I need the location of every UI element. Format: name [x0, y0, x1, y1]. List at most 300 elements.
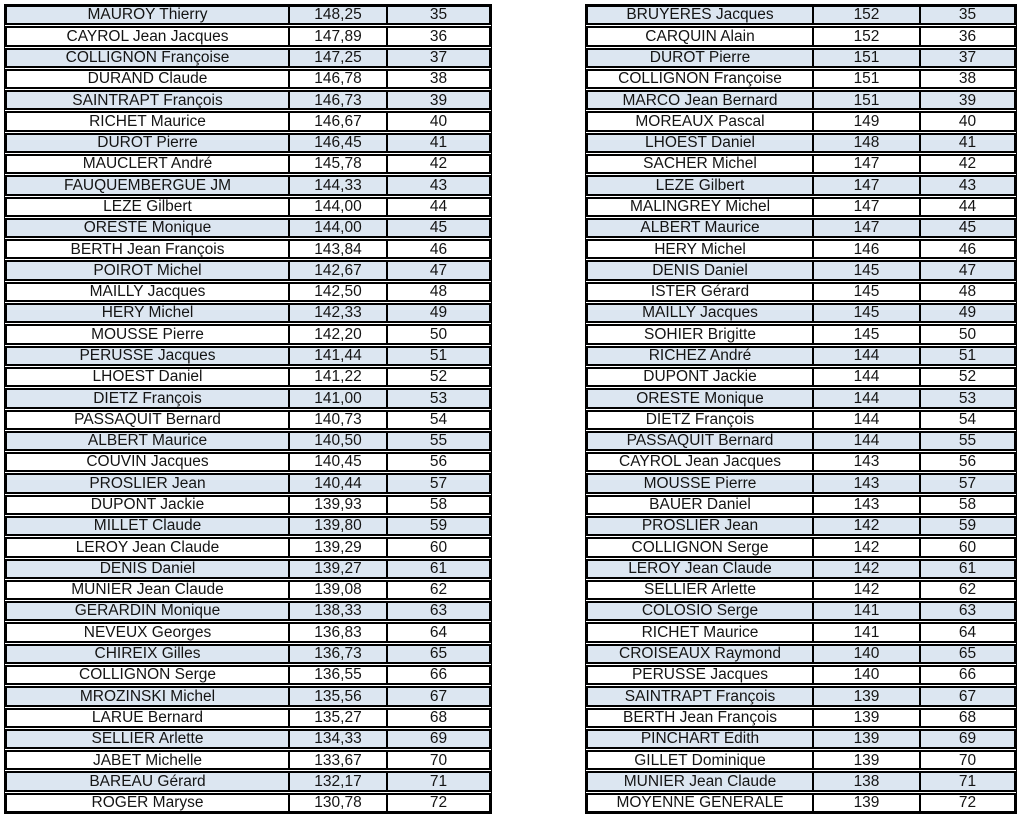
score-cell: 142,20 — [290, 326, 388, 342]
rank-cell: 35 — [921, 7, 1016, 23]
player-name-cell: MUNIER Jean Claude — [5, 582, 290, 598]
table-row — [586, 388, 1016, 408]
score-cell: 140 — [814, 667, 921, 683]
rank-cell: 48 — [388, 284, 491, 300]
table-row — [5, 516, 491, 536]
score-cell: 130,78 — [290, 795, 388, 811]
table-row — [586, 26, 1016, 46]
score-cell: 136,55 — [290, 667, 388, 683]
table-row — [586, 90, 1016, 110]
score-cell: 139,80 — [290, 518, 388, 534]
score-cell: 141 — [814, 603, 921, 619]
table-row — [5, 90, 491, 110]
score-cell: 139,27 — [290, 561, 388, 577]
score-cell: 142 — [814, 539, 921, 555]
table-row — [5, 410, 491, 430]
score-cell: 142 — [814, 518, 921, 534]
table-row — [5, 111, 491, 131]
score-cell: 132,17 — [290, 773, 388, 789]
table-row — [586, 622, 1016, 642]
score-cell: 142 — [814, 561, 921, 577]
table-row — [586, 708, 1016, 728]
score-cell: 136,73 — [290, 646, 388, 662]
player-name-cell: SELLIER Arlette — [5, 731, 290, 747]
score-cell: 140,50 — [290, 433, 388, 449]
table-row — [586, 282, 1016, 302]
score-cell: 152 — [814, 7, 921, 23]
table-row — [586, 665, 1016, 685]
rank-cell: 65 — [388, 646, 491, 662]
table-row — [586, 367, 1016, 387]
table-row — [586, 5, 1016, 25]
score-cell: 139,93 — [290, 497, 388, 513]
table-row — [5, 686, 491, 706]
table-row — [5, 260, 491, 280]
score-cell: 136,83 — [290, 624, 388, 640]
score-cell: 143 — [814, 454, 921, 470]
player-name-cell: LARUE Bernard — [5, 710, 290, 726]
score-cell: 145,78 — [290, 156, 388, 172]
score-cell: 143 — [814, 497, 921, 513]
player-name-cell: COLOSIO Serge — [586, 603, 814, 619]
score-cell: 134,33 — [290, 731, 388, 747]
table-row — [586, 48, 1016, 68]
score-cell: 152 — [814, 28, 921, 44]
table-row — [5, 750, 491, 770]
score-cell: 151 — [814, 92, 921, 108]
table-row — [5, 367, 491, 387]
rank-cell: 50 — [921, 326, 1016, 342]
table-row — [5, 239, 491, 259]
player-name-cell: DUPONT Jackie — [586, 369, 814, 385]
rank-cell: 70 — [388, 752, 491, 768]
table-row — [586, 239, 1016, 259]
rank-cell: 40 — [388, 113, 491, 129]
player-name-cell: COLLIGNON Serge — [5, 667, 290, 683]
table-row — [5, 388, 491, 408]
table-row — [586, 516, 1016, 536]
table-row — [5, 282, 491, 302]
score-cell: 142,33 — [290, 305, 388, 321]
rank-cell: 43 — [388, 177, 491, 193]
rank-cell: 45 — [921, 220, 1016, 236]
table-row — [586, 218, 1016, 238]
table-row — [5, 431, 491, 451]
table-row — [586, 537, 1016, 557]
player-name-cell: MROZINSKI Michel — [5, 688, 290, 704]
rank-cell: 57 — [921, 475, 1016, 491]
score-cell: 139 — [814, 795, 921, 811]
table-row — [5, 665, 491, 685]
rank-cell: 38 — [388, 71, 491, 87]
player-name-cell: LHOEST Daniel — [5, 369, 290, 385]
rank-cell: 63 — [388, 603, 491, 619]
rank-cell: 59 — [388, 518, 491, 534]
score-cell: 138,33 — [290, 603, 388, 619]
table-row — [5, 133, 491, 153]
player-name-cell: HERY Michel — [586, 241, 814, 257]
score-cell: 144 — [814, 433, 921, 449]
player-name-cell: NEVEUX Georges — [5, 624, 290, 640]
score-cell: 139,29 — [290, 539, 388, 555]
rank-cell: 44 — [921, 199, 1016, 215]
table-row — [586, 69, 1016, 89]
score-cell: 140,44 — [290, 475, 388, 491]
player-name-cell: DUROT Pierre — [586, 50, 814, 66]
player-name-cell: GILLET Dominique — [586, 752, 814, 768]
rank-cell: 65 — [921, 646, 1016, 662]
score-cell: 145 — [814, 326, 921, 342]
table-row — [5, 537, 491, 557]
player-name-cell: PERUSSE Jacques — [586, 667, 814, 683]
rank-cell: 41 — [921, 135, 1016, 151]
player-name-cell: SOHIER Brigitte — [586, 326, 814, 342]
table-row — [5, 495, 491, 515]
score-cell: 149 — [814, 113, 921, 129]
rank-cell: 59 — [921, 518, 1016, 534]
table-row — [5, 26, 491, 46]
player-name-cell: RICHEZ André — [586, 348, 814, 364]
rank-cell: 42 — [388, 156, 491, 172]
player-name-cell: DENIS Daniel — [586, 262, 814, 278]
player-name-cell: LEROY Jean Claude — [5, 539, 290, 555]
table-row — [586, 495, 1016, 515]
score-cell: 148,25 — [290, 7, 388, 23]
rank-cell: 71 — [921, 773, 1016, 789]
table-row — [586, 559, 1016, 579]
player-name-cell: MAUCLERT André — [5, 156, 290, 172]
player-name-cell: MAILLY Jacques — [586, 305, 814, 321]
score-cell: 144 — [814, 390, 921, 406]
player-name-cell: ALBERT Maurice — [5, 433, 290, 449]
table-row — [5, 473, 491, 493]
player-name-cell: HERY Michel — [5, 305, 290, 321]
player-name-cell: COLLIGNON Françoise — [5, 50, 290, 66]
player-name-cell: LEZE Gilbert — [5, 199, 290, 215]
player-name-cell: BERTH Jean François — [586, 710, 814, 726]
score-cell: 143 — [814, 475, 921, 491]
score-cell: 147 — [814, 220, 921, 236]
score-cell: 139,08 — [290, 582, 388, 598]
rank-cell: 62 — [388, 582, 491, 598]
table-row — [586, 771, 1016, 791]
rank-cell: 64 — [921, 624, 1016, 640]
table-row — [5, 48, 491, 68]
table-row — [586, 452, 1016, 472]
score-cell: 145 — [814, 305, 921, 321]
score-cell: 140 — [814, 646, 921, 662]
player-name-cell: SAINTRAPT François — [5, 92, 290, 108]
rank-cell: 36 — [388, 28, 491, 44]
score-cell: 146,45 — [290, 135, 388, 151]
rank-cell: 66 — [921, 667, 1016, 683]
table-row — [586, 197, 1016, 217]
rank-cell: 70 — [921, 752, 1016, 768]
table-row — [586, 580, 1016, 600]
score-cell: 135,56 — [290, 688, 388, 704]
score-cell: 138 — [814, 773, 921, 789]
rank-cell: 48 — [921, 284, 1016, 300]
rank-cell: 40 — [921, 113, 1016, 129]
rank-cell: 54 — [921, 412, 1016, 428]
table-row — [586, 133, 1016, 153]
rank-cell: 57 — [388, 475, 491, 491]
rank-cell: 44 — [388, 199, 491, 215]
rank-cell: 39 — [921, 92, 1016, 108]
player-name-cell: DIETZ François — [5, 390, 290, 406]
score-cell: 144 — [814, 348, 921, 364]
player-name-cell: PINCHART Édith — [586, 731, 814, 747]
player-name-cell: CROISEAUX Raymond — [586, 646, 814, 662]
rank-cell: 56 — [388, 454, 491, 470]
player-name-cell: MILLET Claude — [5, 518, 290, 534]
score-cell: 139 — [814, 752, 921, 768]
score-cell: 151 — [814, 71, 921, 87]
rank-cell: 49 — [921, 305, 1016, 321]
player-name-cell: MALINGREY Michel — [586, 199, 814, 215]
rank-cell: 50 — [388, 326, 491, 342]
rank-cell: 68 — [921, 710, 1016, 726]
table-row — [586, 644, 1016, 664]
table-row — [586, 346, 1016, 366]
table-row — [5, 729, 491, 749]
table-row — [5, 601, 491, 621]
rank-cell: 35 — [388, 7, 491, 23]
player-name-cell: CAYROL Jean Jacques — [5, 28, 290, 44]
rank-cell: 37 — [921, 50, 1016, 66]
score-cell: 146,73 — [290, 92, 388, 108]
rank-cell: 64 — [388, 624, 491, 640]
player-name-cell: PROSLIER Jean — [5, 475, 290, 491]
player-name-cell: PERUSSE Jacques — [5, 348, 290, 364]
player-name-cell: RICHET Maurice — [5, 113, 290, 129]
table-row — [586, 601, 1016, 621]
table-row — [586, 750, 1016, 770]
rank-cell: 66 — [388, 667, 491, 683]
player-name-cell: ISTER Gérard — [586, 284, 814, 300]
rank-cell: 52 — [921, 369, 1016, 385]
rank-cell: 68 — [388, 710, 491, 726]
rank-cell: 47 — [388, 262, 491, 278]
rank-cell: 55 — [921, 433, 1016, 449]
table-row — [5, 580, 491, 600]
table-row — [586, 793, 1016, 813]
rank-cell: 51 — [388, 348, 491, 364]
table-row — [5, 175, 491, 195]
rank-cell: 67 — [388, 688, 491, 704]
table-row — [5, 346, 491, 366]
rank-cell: 69 — [388, 731, 491, 747]
player-name-cell: LEROY Jean Claude — [586, 561, 814, 577]
score-cell: 141 — [814, 624, 921, 640]
rank-cell: 67 — [921, 688, 1016, 704]
player-name-cell: LHOEST Daniel — [586, 135, 814, 151]
player-name-cell: DURAND Claude — [5, 71, 290, 87]
score-cell: 147 — [814, 199, 921, 215]
table-row — [5, 324, 491, 344]
rank-cell: 60 — [388, 539, 491, 555]
table-row — [586, 303, 1016, 323]
table-row — [5, 154, 491, 174]
score-cell: 148 — [814, 135, 921, 151]
player-name-cell: ALBERT Maurice — [586, 220, 814, 236]
player-name-cell: DIETZ François — [586, 412, 814, 428]
table-row — [5, 303, 491, 323]
player-name-cell: PASSAQUIT Bernard — [5, 412, 290, 428]
rank-cell: 71 — [388, 773, 491, 789]
player-name-cell: BRUYERES Jacques — [586, 7, 814, 23]
table-row — [586, 686, 1016, 706]
score-cell: 147,89 — [290, 28, 388, 44]
table-row — [586, 175, 1016, 195]
table-row — [586, 410, 1016, 430]
score-cell: 144 — [814, 412, 921, 428]
player-name-cell: COLLIGNON Serge — [586, 539, 814, 555]
table-row — [5, 708, 491, 728]
score-cell: 139 — [814, 731, 921, 747]
player-name-cell: GERARDIN Monique — [5, 603, 290, 619]
player-name-cell: RICHET Maurice — [586, 624, 814, 640]
score-cell: 142,67 — [290, 262, 388, 278]
score-cell: 133,67 — [290, 752, 388, 768]
score-cell: 139 — [814, 710, 921, 726]
rank-cell: 54 — [388, 412, 491, 428]
score-cell: 141,44 — [290, 348, 388, 364]
ranking-table-left — [4, 4, 492, 814]
rank-cell: 45 — [388, 220, 491, 236]
player-name-cell: MARCO Jean Bernard — [586, 92, 814, 108]
score-cell: 142 — [814, 582, 921, 598]
player-name-cell: CHIREIX Gilles — [5, 646, 290, 662]
table-row — [5, 622, 491, 642]
player-name-cell: CAYROL Jean Jacques — [586, 454, 814, 470]
table-row — [586, 729, 1016, 749]
rank-cell: 47 — [921, 262, 1016, 278]
rank-cell: 63 — [921, 603, 1016, 619]
score-cell: 142,50 — [290, 284, 388, 300]
rank-cell: 62 — [921, 582, 1016, 598]
rank-cell: 42 — [921, 156, 1016, 172]
rank-cell: 61 — [921, 561, 1016, 577]
player-name-cell: MAUROY Thierry — [5, 7, 290, 23]
table-row — [5, 69, 491, 89]
rank-cell: 53 — [388, 390, 491, 406]
score-cell: 146,67 — [290, 113, 388, 129]
table-row — [5, 197, 491, 217]
score-cell: 151 — [814, 50, 921, 66]
score-cell: 143,84 — [290, 241, 388, 257]
player-name-cell: ORESTE Monique — [586, 390, 814, 406]
ranking-table-right — [585, 4, 1017, 814]
score-cell: 135,27 — [290, 710, 388, 726]
rank-cell: 53 — [921, 390, 1016, 406]
table-row — [586, 154, 1016, 174]
player-name-cell: DUPONT Jackie — [5, 497, 290, 513]
table-row — [5, 793, 491, 813]
player-name-cell: BAUER Daniel — [586, 497, 814, 513]
rank-cell: 72 — [388, 795, 491, 811]
rank-cell: 43 — [921, 177, 1016, 193]
rank-cell: 61 — [388, 561, 491, 577]
rank-cell: 72 — [921, 795, 1016, 811]
player-name-cell: ROGER Maryse — [5, 795, 290, 811]
rank-cell: 36 — [921, 28, 1016, 44]
player-name-cell: BERTH Jean François — [5, 241, 290, 257]
player-name-cell: SELLIER Arlette — [586, 582, 814, 598]
rank-cell: 46 — [921, 241, 1016, 257]
table-row — [5, 559, 491, 579]
score-cell: 141,00 — [290, 390, 388, 406]
score-cell: 144,00 — [290, 220, 388, 236]
table-row — [586, 260, 1016, 280]
score-cell: 144,00 — [290, 199, 388, 215]
rank-cell: 49 — [388, 305, 491, 321]
rank-cell: 39 — [388, 92, 491, 108]
table-row — [5, 218, 491, 238]
player-name-cell: MOYENNE GENERALE — [586, 795, 814, 811]
score-cell: 147 — [814, 156, 921, 172]
score-cell: 144 — [814, 369, 921, 385]
player-name-cell: ORESTE Monique — [5, 220, 290, 236]
player-name-cell: BAREAU Gérard — [5, 773, 290, 789]
rank-cell: 51 — [921, 348, 1016, 364]
rank-cell: 41 — [388, 135, 491, 151]
table-row — [5, 644, 491, 664]
player-name-cell: CARQUIN Alain — [586, 28, 814, 44]
player-name-cell: LEZE Gilbert — [586, 177, 814, 193]
rank-cell: 69 — [921, 731, 1016, 747]
player-name-cell: SAINTRAPT François — [586, 688, 814, 704]
player-name-cell: FAUQUEMBERGUE JM — [5, 177, 290, 193]
player-name-cell: MUNIER Jean Claude — [586, 773, 814, 789]
table-row — [5, 452, 491, 472]
score-cell: 140,45 — [290, 454, 388, 470]
table-row — [586, 324, 1016, 344]
rank-cell: 60 — [921, 539, 1016, 555]
score-cell: 146,78 — [290, 71, 388, 87]
score-cell: 141,22 — [290, 369, 388, 385]
player-name-cell: MOUSSE Pierre — [5, 326, 290, 342]
score-cell: 140,73 — [290, 412, 388, 428]
player-name-cell: JABET Michelle — [5, 752, 290, 768]
table-row — [586, 111, 1016, 131]
player-name-cell: COUVIN Jacques — [5, 454, 290, 470]
score-cell: 145 — [814, 284, 921, 300]
table-row — [5, 5, 491, 25]
rank-cell: 58 — [388, 497, 491, 513]
score-cell: 144,33 — [290, 177, 388, 193]
player-name-cell: SACHER Michel — [586, 156, 814, 172]
rank-cell: 56 — [921, 454, 1016, 470]
rank-cell: 38 — [921, 71, 1016, 87]
table-row — [586, 431, 1016, 451]
rank-cell: 37 — [388, 50, 491, 66]
score-cell: 145 — [814, 262, 921, 278]
rank-cell: 52 — [388, 369, 491, 385]
rank-cell: 55 — [388, 433, 491, 449]
player-name-cell: MOREAUX Pascal — [586, 113, 814, 129]
rank-cell: 58 — [921, 497, 1016, 513]
table-row — [586, 473, 1016, 493]
player-name-cell: MAILLY Jacques — [5, 284, 290, 300]
player-name-cell: DUROT Pierre — [5, 135, 290, 151]
rank-cell: 46 — [388, 241, 491, 257]
score-cell: 139 — [814, 688, 921, 704]
score-cell: 147 — [814, 177, 921, 193]
player-name-cell: PASSAQUIT Bernard — [586, 433, 814, 449]
score-cell: 146 — [814, 241, 921, 257]
player-name-cell: MOUSSE Pierre — [586, 475, 814, 491]
